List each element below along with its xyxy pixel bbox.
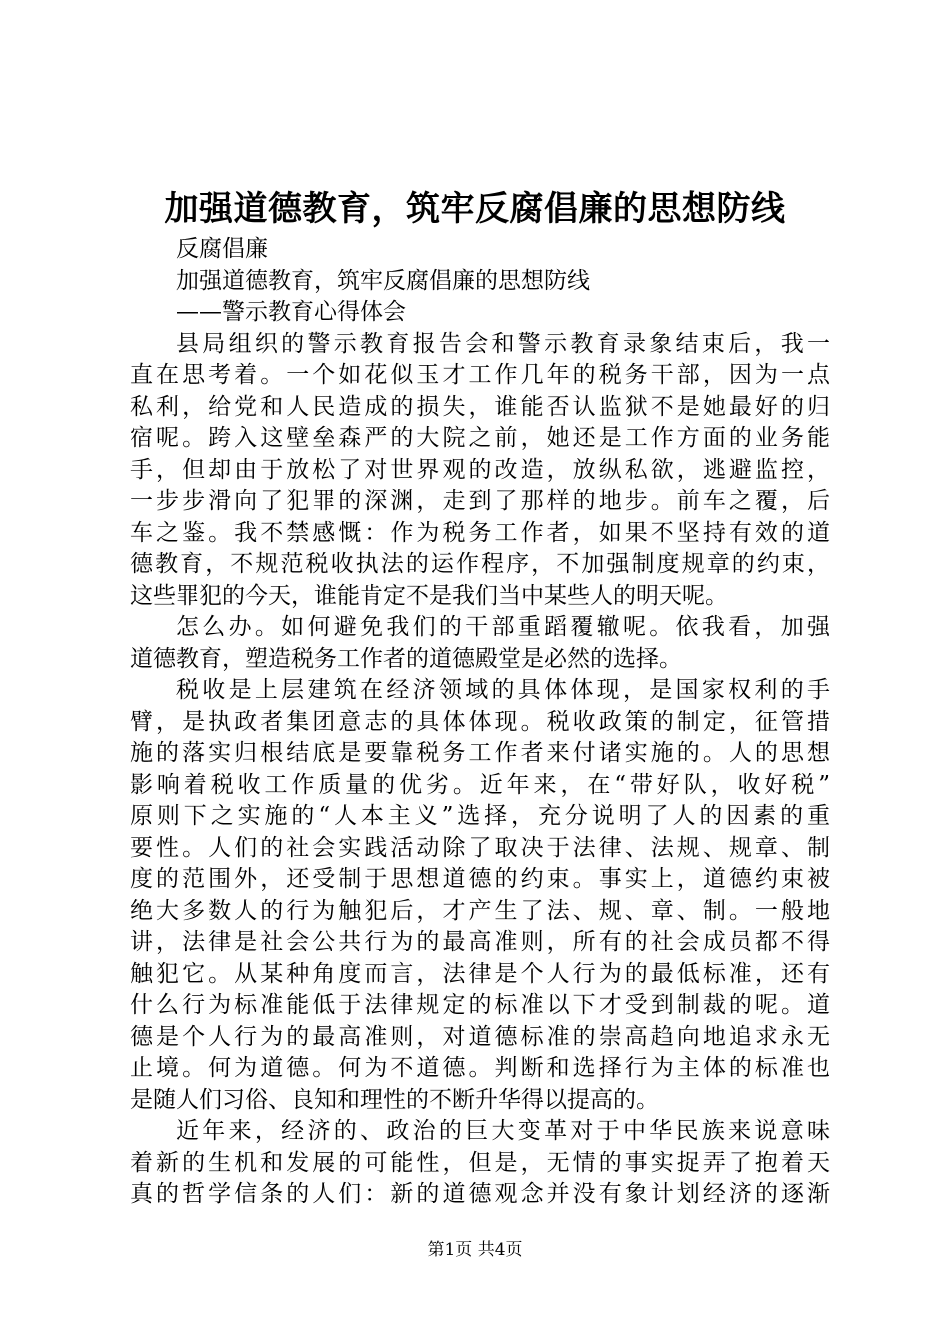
text-line: 近年来，经济的、政治的巨大变革对于中华民族来说意味 — [176, 1118, 830, 1144]
text-line: 臂，是执政者集团意志的具体体现。税收政策的制定，征管措 — [130, 708, 830, 735]
text-line: 什么行为标准能低于法律规定的标准以下才受到制裁的呢。道 — [130, 992, 830, 1018]
text-line: 直在思考着。一个如花似玉才工作几年的税务干部，因为一点 — [130, 362, 830, 388]
text-line: 德是个人行为的最高准则，对道德标准的崇高趋向地追求永无 — [130, 1023, 830, 1050]
page-footer: 第1页 共4页 — [427, 1240, 523, 1260]
text-line: 度的范围外，还受制于思想道德的约束。事实上，道德约束被 — [130, 866, 830, 892]
text-line: 要性。人们的社会实践活动除了取决于法律、法规、规章、制 — [130, 834, 830, 861]
text-line: 施的落实归根结底是要靠税务工作者来付诸实施的。人的思想 — [130, 740, 830, 766]
text-line: 车之鉴。我不禁感慨：作为税务工作者，如果不坚持有效的道 — [130, 519, 830, 546]
text-line: 真的哲学信条的人们：新的道德观念并没有象计划经济的逐渐 — [130, 1181, 830, 1207]
text-line: 这些罪犯的今天，谁能肯定不是我们当中某些人的明天呢。 — [130, 582, 728, 609]
text-line: 加强道德教育，筑牢反腐倡廉的思想防线 — [176, 267, 590, 294]
text-line: 宿呢。跨入这壁垒森严的大院之前，她还是工作方面的业务能 — [130, 425, 830, 451]
text-line: 县局组织的警示教育报告会和警示教育录象结束后，我一 — [176, 330, 830, 357]
text-line: 影响着税收工作质量的优劣。近年来，在“带好队，收好税” — [130, 771, 830, 798]
document-title: 加强道德教育，筑牢反腐倡廉的思想防线 — [164, 189, 786, 229]
text-line: 怎么办。如何避免我们的干部重蹈覆辙呢。依我看，加强 — [176, 614, 830, 640]
text-line: 德教育，不规范税收执法的运作程序，不加强制度规章的约束， — [130, 551, 830, 577]
text-line: 着新的生机和发展的可能性，但是，无情的事实捉弄了抱着天 — [130, 1149, 830, 1176]
text-line: 原则下之实施的“人本主义”选择，充分说明了人的因素的重 — [130, 803, 830, 829]
text-line: 道德教育，塑造税务工作者的道德殿堂是必然的选择。 — [130, 645, 682, 672]
text-line: 税收是上层建筑在经济领域的具体体现，是国家权利的手 — [176, 677, 830, 703]
text-line: ——警示教育心得体会 — [176, 299, 406, 325]
text-line: 是随人们习俗、良知和理性的不断升华得以提高的。 — [130, 1086, 659, 1113]
document-body — [130, 234, 830, 1211]
text-line: 止境。何为道德。何为不道德。判断和选择行为主体的标准也 — [130, 1055, 830, 1081]
text-line: 触犯它。从某种角度而言，法律是个人行为的最低标准，还有 — [130, 960, 830, 987]
text-line: 反腐倡廉 — [176, 236, 268, 262]
text-line: 私利，给党和人民造成的损失，谁能否认监狱不是她最好的归 — [130, 393, 830, 420]
text-line: 一步步滑向了犯罪的深渊，走到了那样的地步。前车之覆，后 — [130, 488, 830, 514]
text-line: 讲，法律是社会公共行为的最高准则，所有的社会成员都不得 — [130, 929, 830, 955]
text-line: 绝大多数人的行为触犯后，才产生了法、规、章、制。一般地 — [130, 897, 830, 924]
text-line: 手，但却由于放松了对世界观的改造，放纵私欲，逃避监控， — [130, 456, 830, 483]
